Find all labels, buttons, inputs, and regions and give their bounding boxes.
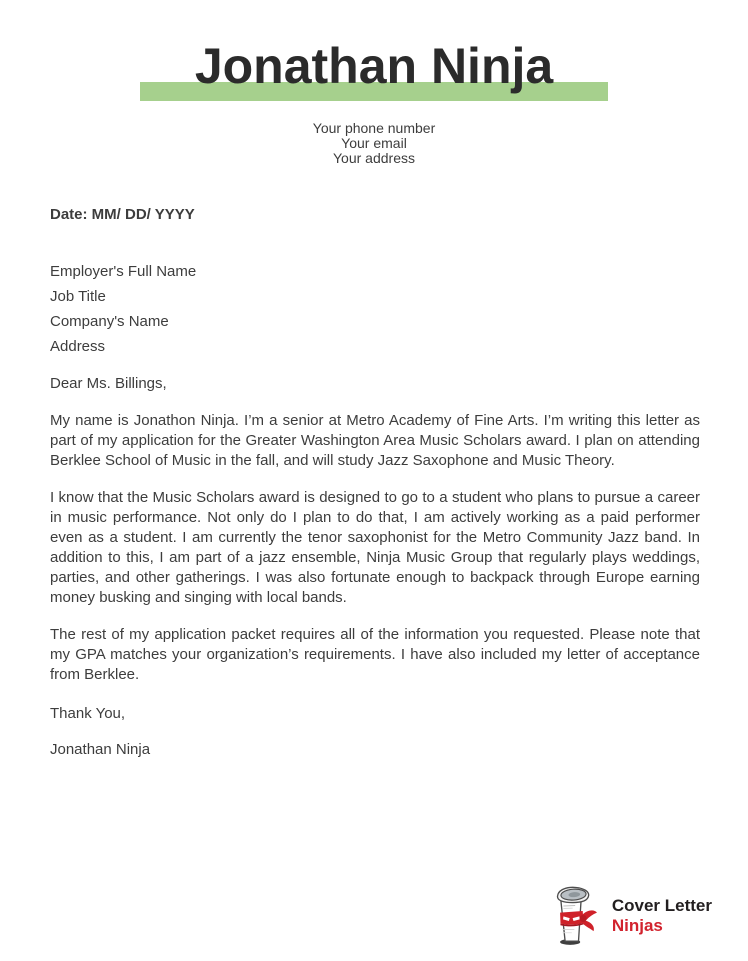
contact-email-placeholder: Your email — [341, 135, 407, 151]
brand-name-line2: Ninjas — [611, 916, 663, 935]
contact-block — [0, 121, 748, 166]
contact-phone-placeholder: Your phone number — [312, 120, 436, 136]
contact-address-placeholder: Your address — [333, 150, 415, 166]
brand-name-line1: Cover Letter — [611, 896, 712, 915]
paragraph-experience: I know that the Music Scholars award is designed to go to a student who plans to pursue a career in music performance. Not only do I plan to do that, I am actively working as a paid performer even as a student. I am currently the tenor saxophonist for the Metro Community Jazz band. In addition to this, I am part of a jazz ensemble, Ninja Music Group that regularly plays weddings, parties, and other gatherings. I was also fortunate enough to backpack through Europe earning money busking and singing with local bands. — [50, 489, 700, 606]
brand-text — [612, 896, 712, 936]
letterhead — [0, 0, 748, 180]
date-line: Date: MM/ DD/ YYYY — [50, 206, 195, 223]
recipient-block — [50, 259, 700, 359]
salutation: Dear Ms. Billings, — [50, 375, 167, 392]
recipient-address-line: Address — [50, 338, 106, 355]
paragraph-intro: My name is Jonathon Ninja. I’m a senior at Metro Academy of Fine Arts. I’m writing this letter as part of my application for the Greater Washington Area Music Scholars award. I plan on attending Berklee School of Music in the fall, and will study Jazz Saxophone and Music Theory. — [50, 412, 700, 469]
ninja-scroll-icon — [549, 885, 603, 947]
recipient-name-line: Employer's Full Name — [50, 263, 197, 280]
signature-name: Jonathan Ninja — [50, 741, 151, 758]
paragraph-closing-info: The rest of my application packet requires all of the information you requested. Please note that my GPA matches your organization’s requirements. I have also included my letter of acceptance from Berklee. — [50, 626, 700, 683]
letter-body — [50, 180, 700, 760]
closing-line: Thank You, — [50, 705, 126, 722]
cover-letter-ninjas-logo — [549, 885, 712, 947]
applicant-name-title: Jonathan Ninja — [194, 38, 554, 94]
recipient-company-line: Company's Name — [50, 313, 169, 330]
recipient-job-title-line: Job Title — [50, 288, 106, 305]
